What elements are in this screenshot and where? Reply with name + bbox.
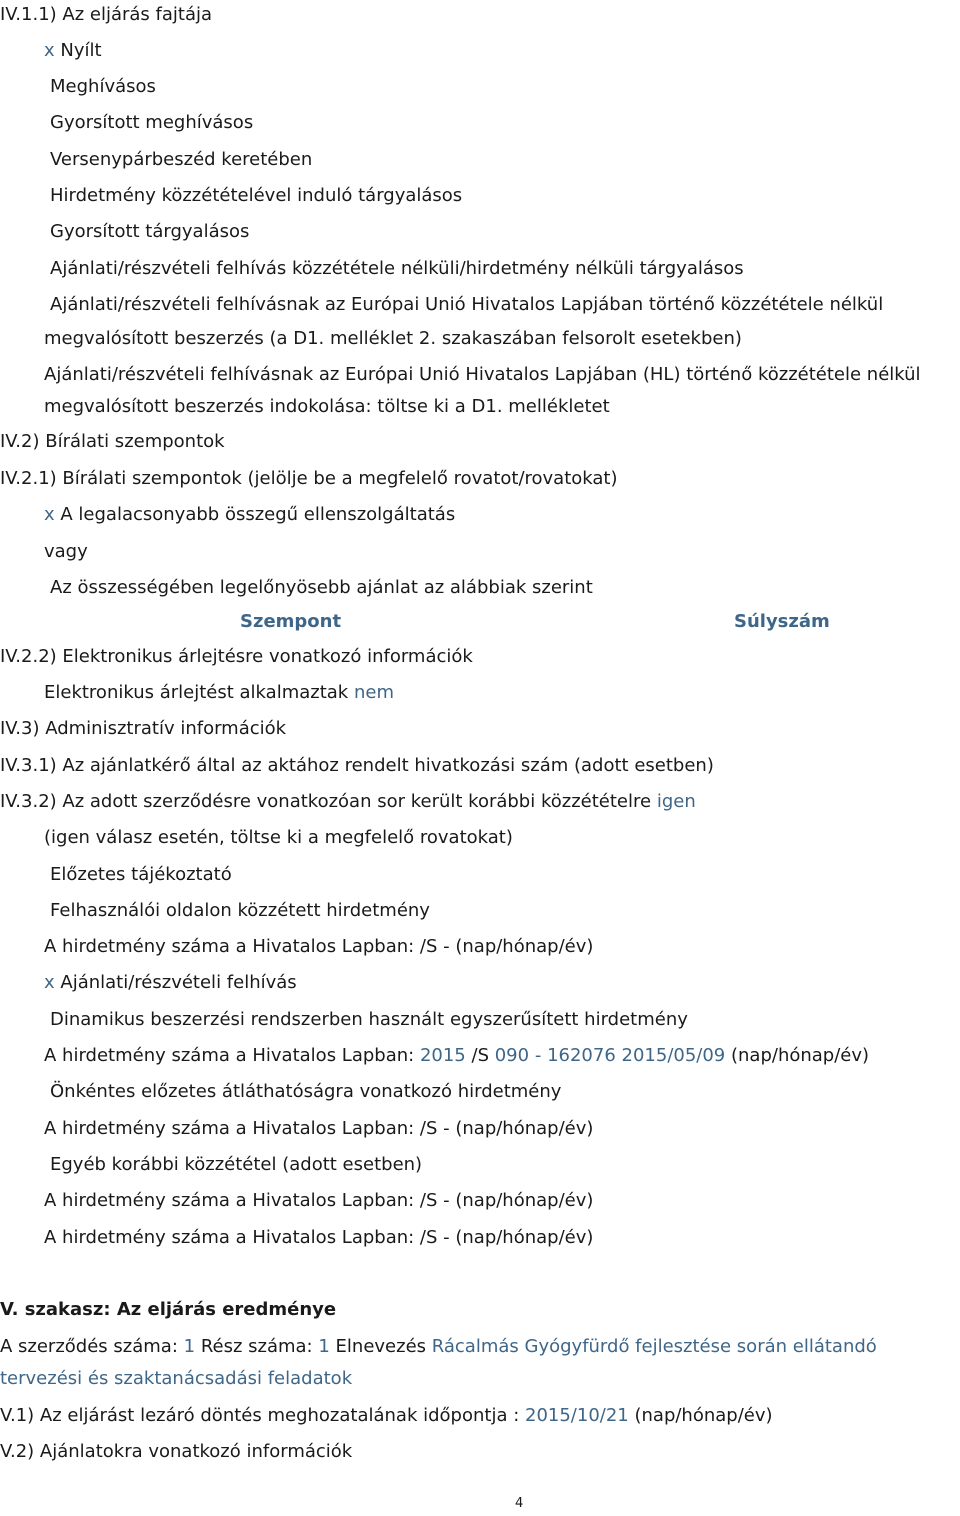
- option-hl-nelkul-line1: Ajánlati/részvételi felhívásnak az Európai Unió Hivatalos Lapjában (HL) történő közzététele nélkül: [44, 364, 921, 385]
- column-header-sulyszam: Súlyszám: [734, 611, 830, 632]
- hl-year: 2015: [419, 1045, 466, 1066]
- page-number: 4: [515, 1496, 524, 1511]
- option-nyilt: [44, 39, 102, 63]
- option-hirdetmeny-nelkuli: Ajánlati/részvételi felhívás közzététele nélküli/hirdetmény nélküli tárgyalásos: [50, 258, 744, 279]
- section-iv-3-title: IV.3) Adminisztratív információk: [0, 718, 287, 739]
- hl-num2: 162076: [547, 1045, 616, 1066]
- option-label: A legalacsonyabb összegű ellenszolgáltatás: [60, 504, 456, 525]
- section-iv-2-1-title: IV.2.1) Bírálati szempontok (jelölje be a megfelelő rovatot/rovatokat): [0, 468, 618, 489]
- column-header-szempont: Szempont: [240, 611, 342, 632]
- option-label: Nyílt: [60, 40, 102, 61]
- v2-title: V.2) Ajánlatokra vonatkozó információk: [0, 1441, 353, 1462]
- option-dinamikus: Dinamikus beszerzési rendszerben használt egyszerűsített hirdetmény: [50, 1009, 688, 1030]
- option-legalacsonyabb: [44, 503, 455, 527]
- section-iv-3-2-label: IV.3.2) Az adott szerződésre vonatkozóan sor került korábbi közzétételre: [0, 791, 652, 812]
- option-eu-nelkul-line2: megvalósított beszerzés (a D1. melléklet 2. szakaszában felsorolt esetekben): [44, 328, 742, 349]
- section-iv-3-2-value: igen: [656, 791, 696, 812]
- resz-value: 1: [318, 1336, 330, 1357]
- checked-mark: x: [44, 972, 55, 993]
- hl-num1: 090: [494, 1045, 530, 1066]
- option-felhasznaloi: Felhasználói oldalon közzétett hirdetmény: [50, 900, 430, 921]
- arlejtes-line: [44, 681, 394, 705]
- section-iv-2-title: IV.2) Bírálati szempontok: [0, 431, 225, 452]
- option-felhivas: [44, 971, 297, 995]
- hl-number-line: A hirdetmény száma a Hivatalos Lapban: /S - (nap/hónap/év): [44, 1227, 594, 1248]
- section-iv-3-1-title: IV.3.1) Az ajánlatkérő által az aktához rendelt hivatkozási szám (adott esetben): [0, 755, 714, 776]
- option-onkentes: Önkéntes előzetes átláthatóságra vonatkozó hirdetmény: [50, 1081, 562, 1102]
- igen-note: (igen válasz esetén, töltse ki a megfelelő rovatokat): [44, 827, 513, 848]
- hl-s: /S: [471, 1045, 489, 1066]
- vagy-text: vagy: [44, 541, 88, 562]
- hl-dash: -: [534, 1045, 542, 1066]
- hl-number-line: A hirdetmény száma a Hivatalos Lapban: /S - (nap/hónap/év): [44, 936, 594, 957]
- option-hirdetmeny-targyalasos: Hirdetmény közzétételével induló tárgyalásos: [50, 185, 463, 206]
- checked-mark: x: [44, 40, 55, 61]
- option-versenyparbeszed: Versenypárbeszéd keretében: [50, 149, 313, 170]
- option-eu-nelkul-line1: Ajánlati/részvételi felhívásnak az Európai Unió Hivatalos Lapjában történő közzététele nélkül: [50, 294, 884, 315]
- option-egyeb: Egyéb korábbi közzététel (adott esetben): [50, 1154, 423, 1175]
- section-iv-1-1-title: IV.1.1) Az eljárás fajtája: [0, 4, 213, 25]
- hl-date-format: (nap/hónap/év): [731, 1045, 870, 1066]
- arlejtes-value: nem: [353, 682, 394, 703]
- option-gyorsitott-targyalasos: Gyorsított tárgyalásos: [50, 221, 250, 242]
- hl-number-filled-line: [44, 1044, 869, 1068]
- section-iv-2-2-title: IV.2.2) Elektronikus árlejtésre vonatkozó információk: [0, 646, 473, 667]
- section-iv-3-2-title: [0, 790, 696, 814]
- v1-format: (nap/hónap/év): [634, 1405, 773, 1426]
- v1-label: V.1) Az eljárást lezáró döntés meghozatalának időpontja :: [0, 1405, 520, 1426]
- v1-line: [0, 1404, 773, 1428]
- option-elozetes: Előzetes tájékoztató: [50, 864, 232, 885]
- szerzodes-line: [0, 1335, 877, 1359]
- option-hl-nelkul-line2: megvalósított beszerzés indokolása: töltse ki a D1. mellékletet: [44, 396, 610, 417]
- elnevezes-value-line2: tervezési és szaktanácsadási feladatok: [0, 1368, 353, 1389]
- elnevezes-label: Elnevezés: [335, 1336, 427, 1357]
- section-v-title: V. szakasz: Az eljárás eredménye: [0, 1299, 337, 1320]
- szerzodes-label: A szerződés száma:: [0, 1336, 178, 1357]
- checked-mark: x: [44, 504, 55, 525]
- option-label: Ajánlati/részvételi felhívás: [60, 972, 297, 993]
- hl-number-line: A hirdetmény száma a Hivatalos Lapban: /S - (nap/hónap/év): [44, 1118, 594, 1139]
- resz-label: Rész száma:: [200, 1336, 313, 1357]
- option-meghivasos: Meghívásos: [50, 76, 156, 97]
- option-gyorsitott-meghivasos: Gyorsított meghívásos: [50, 112, 254, 133]
- szerzodes-value: 1: [183, 1336, 196, 1357]
- hl-prefix: A hirdetmény száma a Hivatalos Lapban:: [44, 1045, 415, 1066]
- arlejtes-label: Elektronikus árlejtést alkalmaztak: [44, 682, 349, 703]
- hl-number-line: A hirdetmény száma a Hivatalos Lapban: /S - (nap/hónap/év): [44, 1190, 594, 1211]
- v1-value: 2015/10/21: [525, 1405, 629, 1426]
- option-osszessegeben: Az összességében legelőnyösebb ajánlat az alábbiak szerint: [50, 577, 593, 598]
- hl-date: 2015/05/09: [621, 1045, 726, 1066]
- elnevezes-value: Rácalmás Gyógyfürdő fejlesztése során ellátandó: [431, 1336, 877, 1357]
